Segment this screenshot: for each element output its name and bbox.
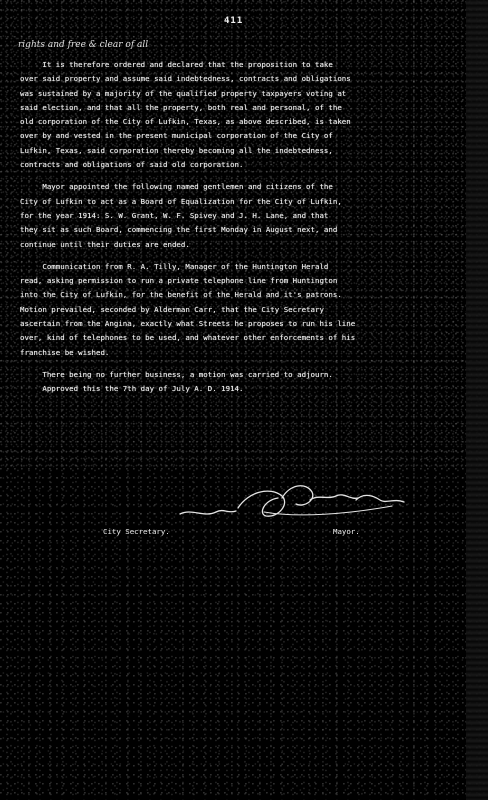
text-line: Communication from R. A. Tilly, Manager of the Huntington Herald bbox=[20, 261, 329, 271]
text-line: Motion prevailed, seconded by Alderman Carr, that the City Secretary bbox=[20, 304, 324, 314]
mayor-signature bbox=[178, 478, 408, 534]
handwritten-note: rights and free & clear of all bbox=[18, 40, 149, 50]
text-line: It is therefore ordered and declared that the proposition to take bbox=[20, 60, 333, 69]
paragraph-telephone-line bbox=[20, 260, 440, 360]
paragraph-gap bbox=[20, 172, 440, 180]
text-line: over, kind of telephones to be used, and whatever other enforcements of his bbox=[20, 333, 356, 343]
city-secretary-label: City Secretary. bbox=[103, 527, 170, 536]
text-line: they sit as such Board, commencing the first Monday in August next, and bbox=[20, 225, 338, 235]
paragraph-assumption bbox=[20, 58, 440, 172]
paragraph-board-of-equalization bbox=[20, 180, 440, 251]
text-line: read, asking permission to run a private telephone line from Huntington bbox=[20, 276, 338, 286]
text-line: Lufkin, Texas, said corporation thereby becoming all the indebtedness, bbox=[20, 145, 333, 155]
text-line: for the year 1914: S. W. Grant, W. F. Spivey and J. H. Lane, and that bbox=[20, 210, 329, 220]
text-line: into the City of Lufkin, for the benefit of the Herald and it's patrons. bbox=[20, 290, 342, 300]
text-line: ascertain from the Angina, exactly what Streets he proposes to run his line bbox=[20, 319, 356, 329]
text-line: City of Lufkin to act as a Board of Equalization for the City of Lufkin, bbox=[20, 196, 342, 206]
text-line: franchise be wished. bbox=[20, 347, 110, 357]
text-line: over by and vested in the present municipal corporation of the City of bbox=[20, 131, 333, 141]
page-number: 411 bbox=[224, 16, 244, 26]
mayor-label: Mayor. bbox=[333, 527, 360, 536]
text-line: was sustained by a majority of the qualified property taxpayers voting at bbox=[20, 88, 347, 98]
text-line: There being no further business, a motion was carried to adjourn. bbox=[20, 369, 333, 379]
text-line: Approved this the 7th day of July A. D. 1914. bbox=[20, 384, 244, 394]
paragraph-adjournment bbox=[20, 368, 440, 397]
paragraph-gap bbox=[20, 252, 440, 260]
paragraph-gap bbox=[20, 360, 440, 368]
page-binding-edge bbox=[466, 0, 488, 800]
text-line: continue until their duties are ended. bbox=[20, 239, 190, 249]
text-line: said election, and that all the property, both real and personal, of the bbox=[20, 102, 342, 112]
minutes-body bbox=[20, 58, 440, 397]
text-line: Mayor appointed the following named gentlemen and citizens of the bbox=[20, 182, 333, 192]
text-line: contracts and obligations of said old corporation. bbox=[20, 160, 244, 170]
text-line: old corporation of the City of Lufkin, Texas, as above described, is taken bbox=[20, 117, 351, 127]
text-line: over said property and assume said indebtedness, contracts and obligations bbox=[20, 74, 351, 84]
